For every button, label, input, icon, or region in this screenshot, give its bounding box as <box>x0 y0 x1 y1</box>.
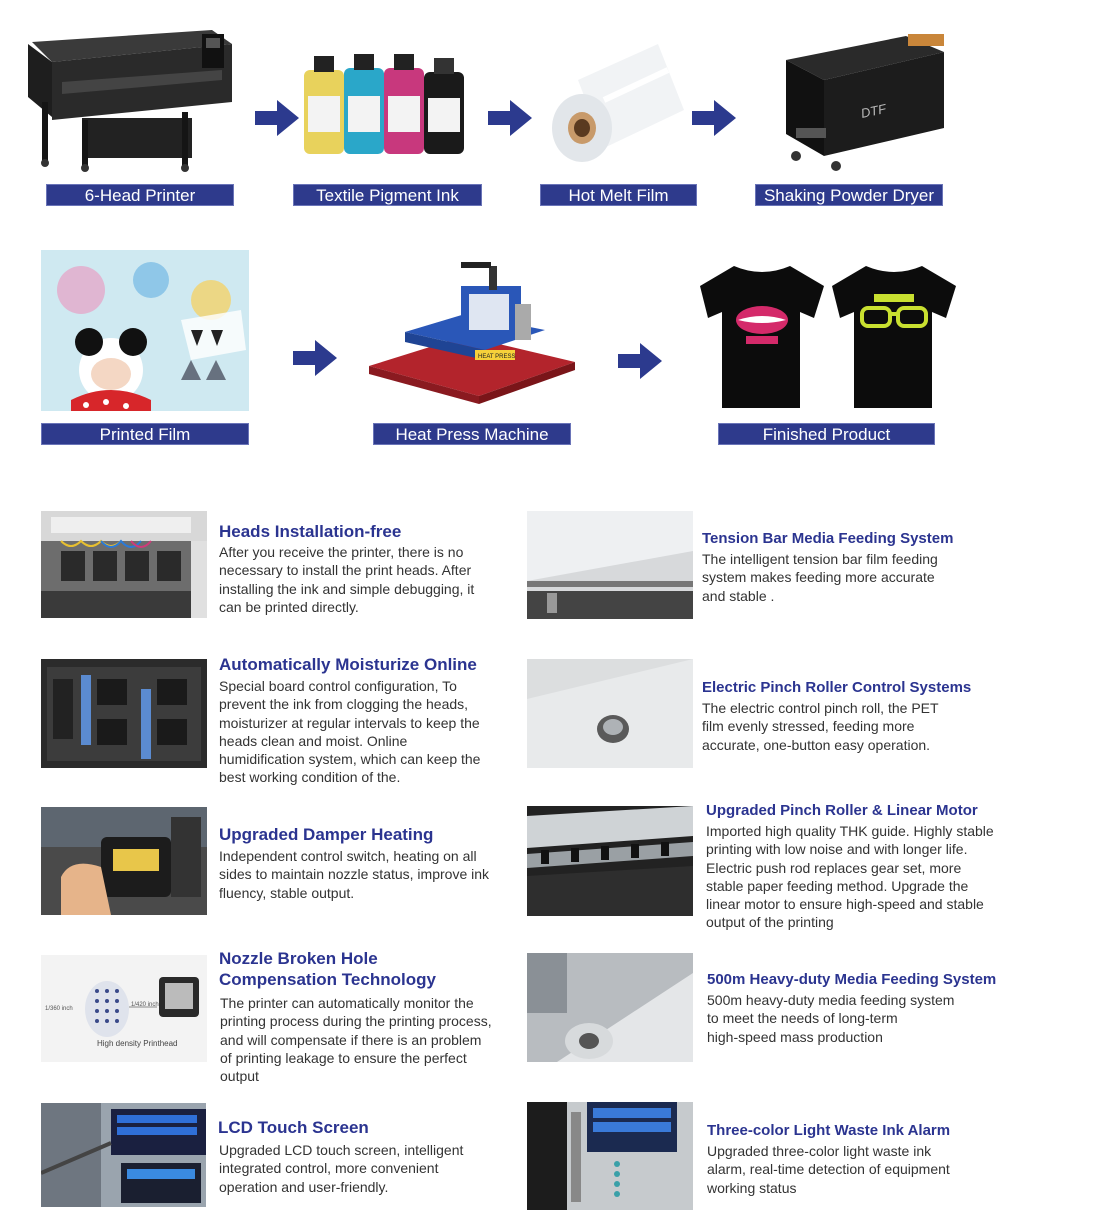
text-line: The electric control pinch roll, the PET <box>702 700 939 716</box>
text-line: Imported high quality THK guide. Highly stable <box>706 823 994 839</box>
text-line: linear motor to ensure high-speed and stable <box>706 896 984 913</box>
process-label-ink: Textile Pigment Ink <box>293 184 482 206</box>
feature-text-lcd <box>219 1141 463 1196</box>
text-line: to meet the needs of long-term <box>707 1010 898 1027</box>
text-line: alarm, real-time detection of equipment <box>707 1161 950 1178</box>
feature-image-heads <box>41 511 207 618</box>
title-line: Compensation Technology <box>219 970 436 989</box>
feature-title-waste-ink: Three-color Light Waste Ink Alarm <box>707 1122 951 1139</box>
text-line: After you receive the printer, there is no <box>219 544 464 560</box>
feature-image-nozzle-diagram <box>41 955 207 1062</box>
dryer-image <box>776 28 948 172</box>
text-line: output of the printing <box>706 914 834 931</box>
feature-image-moisturize <box>41 659 207 768</box>
process-label-heat-press: Heat Press Machine <box>373 423 571 445</box>
process-label-printed-film: Printed Film <box>41 423 249 445</box>
ink-bottles-image <box>300 48 468 158</box>
text-line: accurate, one-button easy operation. <box>702 736 931 753</box>
text-line: and will compensate if there is an problem <box>220 1031 482 1048</box>
feature-text-tension <box>702 550 938 605</box>
process-label-dryer: Shaking Powder Dryer <box>755 184 943 206</box>
diagram-right-label: 1/420 inch <box>131 1002 159 1008</box>
text-line: The printer can automatically monitor the <box>220 995 474 1011</box>
heat-press-image <box>365 258 577 408</box>
feature-image-lcd <box>41 1103 206 1207</box>
feature-title-nozzle <box>219 948 436 990</box>
dryer-brand-text: DTF <box>859 101 888 121</box>
feature-title-500m: 500m Heavy-duty Media Feeding System <box>707 971 997 988</box>
press-sticker-text: HEAT PRESS <box>478 354 516 360</box>
text-line: Electric push rod replaces gear set, more <box>706 859 962 876</box>
text-line: printing with low noise and with longer life. <box>706 841 968 858</box>
arrow-right-icon <box>692 98 736 138</box>
feature-title-linear-motor: Upgraded Pinch Roller & Linear Motor <box>706 802 978 819</box>
feature-text-nozzle <box>220 994 492 1085</box>
feature-image-damper <box>41 807 207 915</box>
film-roll-image <box>548 40 688 168</box>
text-line: best working condition of the. <box>219 769 401 786</box>
text-line: system makes feeding more accurate <box>702 569 935 586</box>
text-line: high-speed mass production <box>707 1028 883 1045</box>
process-label-film: Hot Melt Film <box>540 184 697 206</box>
arrow-right-icon <box>255 98 299 138</box>
text-line: Special board control configuration, To <box>219 678 457 694</box>
feature-image-pinch-roller <box>527 659 693 768</box>
feature-text-heads <box>219 543 474 616</box>
text-line: stable paper feeding method. Upgrade the <box>706 877 969 894</box>
text-line: installing the ink and simple debugging, it <box>219 580 475 597</box>
arrow-right-icon <box>293 338 337 378</box>
text-line: of printing leakage to ensure the perfect <box>220 1049 467 1066</box>
text-line: integrated control, more convenient <box>219 1160 439 1177</box>
diagram-caption: High density Printhead <box>97 1039 178 1048</box>
text-line: can be printed directly. <box>219 598 359 615</box>
feature-title-moisturize: Automatically Moisturize Online <box>219 655 477 674</box>
text-line: moisturizer at regular intervals to keep the <box>219 714 480 731</box>
feature-text-moisturize <box>219 677 480 787</box>
text-line: and stable . <box>702 587 775 604</box>
printed-film-image <box>41 250 249 411</box>
feature-image-media-feeding <box>527 953 693 1062</box>
title-line: Nozzle Broken Hole <box>219 949 378 968</box>
tshirts-image <box>694 256 964 412</box>
printer-image <box>22 22 240 174</box>
feature-title-lcd: LCD Touch Screen <box>218 1118 369 1137</box>
feature-title-heads: Heads Installation-free <box>219 522 402 541</box>
text-line: humidification system, which can keep the <box>219 751 481 768</box>
feature-title-tension: Tension Bar Media Feeding System <box>702 530 954 547</box>
arrow-right-icon <box>488 98 532 138</box>
text-line: printing process during the printing process, <box>220 1013 492 1030</box>
feature-image-linear-motor <box>527 806 693 916</box>
text-line: Independent control switch, heating on all <box>219 848 477 864</box>
text-line: 500m heavy-duty media feeding system <box>707 992 955 1008</box>
text-line: necessary to install the print heads. After <box>219 562 472 579</box>
text-line: fluency, stable output. <box>219 884 355 901</box>
feature-title-electric-pinch: Electric Pinch Roller Control Systems <box>702 679 972 696</box>
text-line: film evenly stressed, feeding more <box>702 718 915 735</box>
feature-text-linear-motor <box>706 822 994 932</box>
text-line: prevent the ink from clogging the heads, <box>219 696 469 713</box>
feature-text-500m <box>707 991 954 1046</box>
text-line: The intelligent tension bar film feeding <box>702 551 938 567</box>
text-line: working status <box>707 1179 797 1196</box>
text-line: Upgraded LCD touch screen, intelligent <box>219 1142 464 1158</box>
feature-image-tension-bar <box>527 511 693 619</box>
feature-title-damper: Upgraded Damper Heating <box>219 825 434 844</box>
feature-text-damper <box>219 847 489 902</box>
text-line: operation and user-friendly. <box>219 1178 389 1195</box>
process-label-finished: Finished Product <box>718 423 935 445</box>
arrow-right-icon <box>618 341 662 381</box>
feature-text-waste-ink <box>707 1142 950 1197</box>
text-line: Upgraded three-color light waste ink <box>707 1143 932 1159</box>
diagram-left-label: 1/360 inch <box>45 1006 73 1012</box>
feature-text-electric-pinch <box>702 699 939 754</box>
feature-image-waste-ink-alarm <box>527 1102 693 1210</box>
text-line: output <box>220 1068 259 1085</box>
text-line: sides to maintain nozzle status, improve ink <box>219 866 490 883</box>
process-label-printer: 6-Head Printer <box>46 184 234 206</box>
text-line: heads clean and moist. Online <box>219 732 408 749</box>
